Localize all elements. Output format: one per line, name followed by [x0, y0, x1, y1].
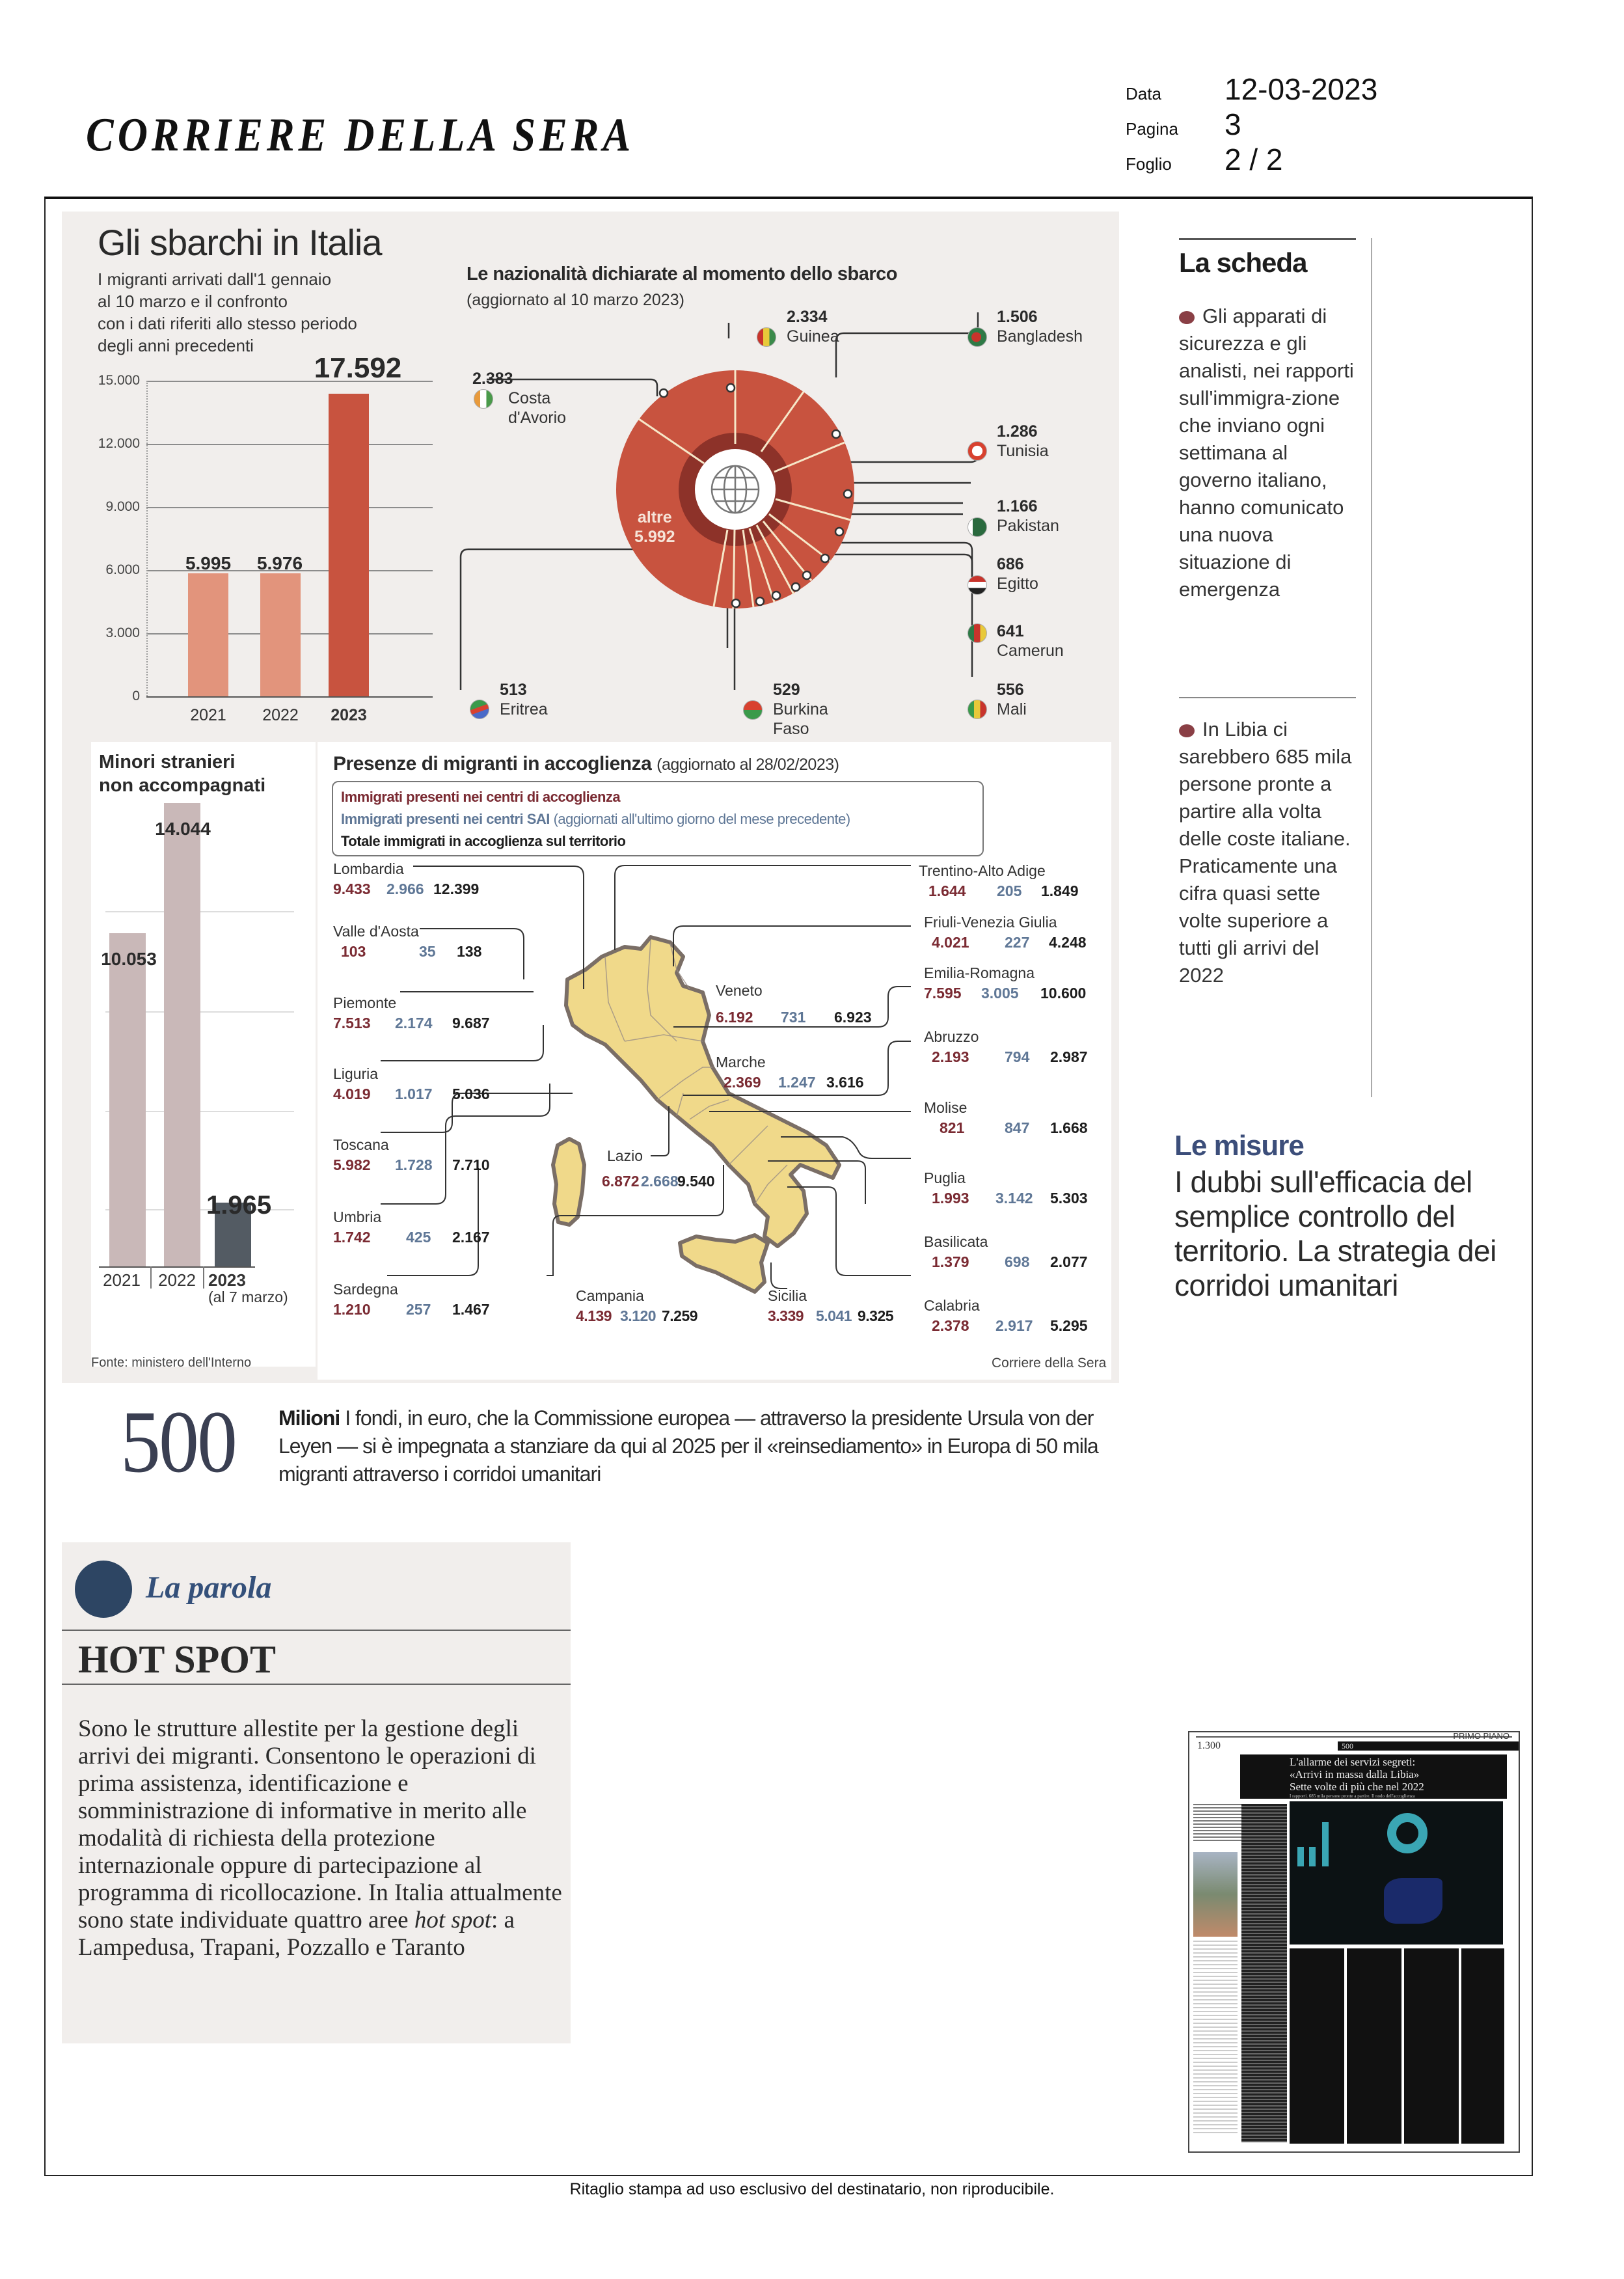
circle-icon	[75, 1561, 132, 1618]
region-molise	[924, 1099, 1088, 1139]
thumb-text-column	[1241, 1804, 1287, 2142]
thumb-photo	[1193, 1852, 1238, 1937]
region-name: Sardegna	[333, 1281, 398, 1298]
donut-altre-value: 5.992	[634, 528, 675, 546]
flag-egitto-icon	[968, 575, 987, 595]
scheda-paragraph-2-text: In Libia ci sarebbero 685 mila persone pronte a partire alla volta delle coste italiane. Praticamente una cifra quasi sette volte superiore a tutti gli arrivi del 2022	[1179, 718, 1352, 987]
nationality-value: 513	[500, 681, 527, 699]
nationality-name: Egitto	[997, 575, 1038, 593]
thumb-map	[1384, 1878, 1442, 1924]
page-thumbnail	[1188, 1731, 1520, 2153]
region-value-totale: 2.167	[452, 1229, 490, 1246]
region-name: Friuli-Venezia Giulia	[924, 914, 1057, 931]
nationality-burkina-faso	[773, 680, 828, 739]
la-parola-title: HOT SPOT	[78, 1638, 276, 1681]
region-value-centri: 1.210	[333, 1301, 371, 1318]
nationality-egitto	[997, 554, 1038, 594]
flag-burkina-faso-icon	[743, 700, 763, 720]
region-value-centri: 2.378	[932, 1317, 969, 1334]
thumb-infographic	[1290, 1801, 1503, 1945]
minori-bar-2022	[164, 803, 200, 1266]
nationality-name: Camerun	[997, 642, 1064, 660]
nationality-value: 1.506	[997, 308, 1038, 326]
nationality-name: Mali	[997, 700, 1027, 718]
region-value-totale: 5.036	[452, 1085, 490, 1102]
minori-title	[99, 750, 265, 797]
y-tick: 9.000	[105, 499, 140, 514]
region-umbria	[333, 1208, 490, 1248]
scheda-divider	[1179, 697, 1356, 698]
nationality-value: 556	[997, 681, 1024, 699]
legend-centri-accoglienza: Immigrati presenti nei centri di accoglienza	[341, 789, 621, 805]
nationality-value: 2.334	[787, 308, 828, 326]
region-campania	[576, 1287, 697, 1327]
sbarchi-subtitle-line: con i dati riferiti allo stesso periodo	[98, 314, 357, 333]
region-lazio	[602, 1147, 715, 1192]
bullet-icon	[1179, 311, 1195, 324]
minori-x-tick-2021: 2021	[103, 1270, 141, 1290]
la-parola-text-part: : a Lampedusa, Trapani, Pozzallo e Taranto	[78, 1907, 515, 1961]
region-value-sai: 3.120	[620, 1307, 656, 1324]
globe-icon	[712, 466, 759, 513]
region-value-sai: 5.041	[816, 1307, 852, 1324]
region-value-sai: 1.728	[395, 1156, 433, 1173]
thumb-headline-line: L'allarme dei servizi segreti:	[1290, 1756, 1416, 1768]
donut-center-label	[634, 508, 675, 547]
nationality-value: 641	[997, 622, 1024, 640]
infographic-credit: Corriere della Sera	[992, 1356, 1107, 1371]
region-value-totale: 3.616	[826, 1074, 864, 1091]
region-value-centri: 7.513	[333, 1015, 371, 1031]
region-value-sai: 2.668	[641, 1173, 679, 1190]
nationality-pakistan	[997, 497, 1059, 536]
region-toscana	[333, 1136, 490, 1176]
flag-tunisia-icon	[968, 441, 987, 461]
thumb-left-number: 1.300	[1197, 1740, 1221, 1751]
nazionalita-title: Le nazionalità dichiarate al momento dello sbarco	[467, 264, 897, 284]
region-name: Umbria	[333, 1208, 382, 1225]
region-value-centri: 821	[940, 1119, 965, 1136]
region-value-totale: 2.077	[1050, 1253, 1088, 1270]
flag-costa-davorio-icon	[474, 389, 493, 409]
region-sicilia	[768, 1287, 893, 1327]
nationality-value: 686	[997, 555, 1024, 573]
region-value-sai: 3.005	[981, 985, 1019, 1002]
scheda-column-rule	[1371, 238, 1372, 1097]
thumb-headline-line: «Arrivi in massa dalla Libia»	[1290, 1768, 1420, 1781]
region-liguria	[333, 1065, 490, 1105]
region-value-totale: 138	[457, 943, 482, 960]
region-value-centri: 2.193	[932, 1048, 969, 1065]
region-name: Lazio	[607, 1147, 643, 1164]
region-calabria	[924, 1296, 1088, 1337]
clipping-meta	[1126, 72, 1377, 177]
region-veneto	[716, 981, 872, 1028]
region-value-centri: 1.379	[932, 1253, 969, 1270]
region-value-totale: 1.467	[452, 1301, 490, 1318]
region-value-totale: 2.987	[1050, 1048, 1088, 1065]
x-tick-2021: 2021	[190, 706, 226, 724]
gridline	[146, 444, 433, 445]
meta-sheet-label: Foglio	[1126, 154, 1172, 174]
bar-2023	[329, 394, 369, 696]
region-name: Emilia-Romagna	[924, 964, 1035, 981]
footer-note: Ritaglio stampa ad uso esclusivo del destinatario, non riproducibile.	[569, 2180, 1055, 2198]
region-lombardia	[333, 860, 479, 900]
region-value-centri: 9.433	[333, 880, 371, 897]
nationality-tunisia	[997, 422, 1049, 461]
region-value-sai: 425	[406, 1229, 431, 1246]
sbarchi-title: Gli sbarchi in Italia	[98, 222, 382, 263]
minori-x-tick-2022: 2022	[158, 1270, 196, 1290]
flag-eritrea-icon	[470, 700, 489, 719]
region-value-centri: 1.644	[928, 882, 966, 899]
region-value-totale: 5.303	[1050, 1190, 1088, 1207]
big-number-text: I fondi, in euro, che la Commissione europea — attraverso la presidente Ursula von der Leyen — si è impegnata a stanziare da qui al 2025 per il «reinsediamento» in Europa di 50 mila migranti attraverso i corridoi umanitari	[278, 1406, 1098, 1486]
meta-date-label: Data	[1126, 84, 1161, 103]
nationality-camerun	[997, 621, 1064, 661]
meta-page	[1126, 107, 1377, 142]
region-name: Campania	[576, 1287, 644, 1304]
scheda-paragraph-1-text: Gli apparati di sicurezza e gli analisti, nei rapporti sull'immigra-zione che inviano ogni settimana al governo italiano, hanno comunicato una nuova situazione di emergenza	[1179, 305, 1354, 601]
bar-2021	[188, 573, 228, 696]
nationality-value: 1.166	[997, 497, 1038, 515]
thumb-section: PRIMO PIANO	[1453, 1731, 1509, 1741]
meta-sheet-value: 2 / 2	[1225, 143, 1283, 176]
region-value-totale: 7.259	[662, 1307, 698, 1324]
sbarchi-subtitle	[98, 268, 403, 357]
y-tick: 6.000	[105, 562, 140, 577]
region-name: Marche	[716, 1054, 766, 1071]
y-tick: 12.000	[98, 436, 140, 451]
legend-totale: Totale immigrati in accoglienza sul territorio	[341, 833, 626, 849]
nationality-name: Tunisia	[997, 442, 1049, 460]
nationality-name: d'Avorio	[508, 409, 567, 427]
region-trentino-alto-adige	[919, 862, 1079, 902]
region-value-sai: 2.966	[386, 880, 424, 897]
flag-bangladesh-icon	[968, 327, 987, 347]
region-value-centri: 7.595	[924, 985, 962, 1002]
legend-centri-sai-label: Immigrati presenti nei centri SAI	[341, 811, 550, 827]
region-value-sai: 698	[1005, 1253, 1030, 1270]
nationality-value: 529	[773, 681, 800, 699]
region-name: Liguria	[333, 1065, 379, 1082]
region-name: Valle d'Aosta	[333, 923, 419, 940]
nationality-value: 1.286	[997, 422, 1038, 441]
y-tick: 15.000	[98, 373, 140, 388]
bar-value-2021: 5.995	[185, 553, 232, 573]
region-value-centri: 4.019	[333, 1085, 371, 1102]
misure-kicker: Le misure	[1174, 1130, 1304, 1162]
donut-altre-label: altre	[637, 508, 672, 526]
nationality-name: Eritrea	[500, 700, 548, 718]
minori-value-2023: 1.965	[206, 1191, 272, 1220]
nationality-name: Bangladesh	[997, 327, 1083, 346]
la-parola-text-part: Sono le strutture allestite per la gestione degli arrivi dei migranti. Consentono le operazioni di prima assistenza, identificazione e somministrazione di informative in merito alle modalità di richiesta della protezione internazionale oppure di partecipazione al programma di ricollocazione. In Italia attualmente sono state individuate quattro aree	[78, 1715, 562, 1933]
scheda-paragraph-2	[1179, 716, 1361, 989]
bar-value-2022: 5.976	[256, 553, 303, 573]
bullet-icon	[1179, 724, 1195, 737]
sbarchi-subtitle-line: degli anni precedenti	[98, 336, 254, 355]
minori-x-axis	[99, 1266, 255, 1268]
region-value-sai: 205	[997, 882, 1022, 899]
la-parola-text-italic: hot spot	[414, 1907, 492, 1933]
nationality-name: Faso	[773, 720, 809, 738]
meta-date	[1126, 72, 1377, 107]
region-emilia-romagna	[924, 964, 1086, 1004]
thumb-headline-line: Sette volte di più che nel 2022	[1290, 1781, 1424, 1793]
region-value-totale: 9.540	[677, 1173, 715, 1190]
region-value-totale: 7.710	[452, 1156, 490, 1173]
minori-x-tick-2023: 2023	[208, 1270, 246, 1290]
x-tick-2023: 2023	[331, 706, 367, 724]
region-name: Puglia	[924, 1169, 966, 1186]
region-abruzzo	[924, 1028, 1088, 1068]
sbarchi-subtitle-line: al 10 marzo e il confronto	[98, 292, 288, 311]
region-value-centri: 1.993	[932, 1190, 969, 1207]
region-value-centri: 5.982	[333, 1156, 371, 1173]
region-name: Sicilia	[768, 1287, 807, 1304]
meta-page-label: Pagina	[1126, 119, 1178, 139]
region-value-sai: 227	[1005, 934, 1030, 951]
thumb-headline	[1290, 1756, 1504, 1793]
minori-title-line: non accompagnati	[99, 775, 266, 796]
accoglienza-title-text: Presenze di migranti in accoglienza	[333, 753, 652, 774]
region-value-totale: 12.399	[433, 880, 480, 897]
region-value-sai: 2.917	[995, 1317, 1033, 1334]
la-parola-rule	[62, 1684, 571, 1685]
nationality-guinea	[787, 307, 839, 346]
region-valle-daosta	[333, 922, 481, 962]
y-tick: 0	[132, 689, 140, 703]
nationality-mali	[997, 680, 1027, 719]
region-value-centri: 6.192	[716, 1009, 753, 1026]
sbarchi-bar-chart	[98, 352, 433, 724]
scheda-title: La scheda	[1179, 247, 1307, 278]
y-tick: 3.000	[105, 625, 140, 640]
region-value-sai: 847	[1005, 1119, 1030, 1136]
la-parola-kicker: La parola	[146, 1570, 272, 1605]
minori-x-tick-2023-note: (al 7 marzo)	[208, 1289, 288, 1305]
region-value-sai: 1.247	[778, 1074, 816, 1091]
nationality-name: Burkina	[773, 700, 828, 718]
bar-2022	[260, 573, 301, 696]
region-value-sai: 1.017	[395, 1085, 433, 1102]
big-number-lead: Milioni	[278, 1406, 340, 1430]
gridline	[146, 507, 433, 508]
region-piemonte	[333, 994, 490, 1034]
la-parola-rule	[62, 1630, 571, 1631]
y-axis	[146, 381, 148, 696]
x-axis	[146, 696, 433, 698]
region-value-centri: 3.339	[768, 1307, 804, 1324]
nationality-name: Guinea	[787, 327, 839, 346]
region-value-totale: 5.295	[1050, 1317, 1088, 1334]
misure-headline: I dubbi sull'efficacia del semplice controllo del territorio. La strategia dei corridoi umanitari	[1174, 1165, 1496, 1302]
minori-value-2021: 10.053	[101, 949, 157, 969]
la-parola-text	[78, 1715, 573, 1961]
region-friuli-venezia-giulia	[924, 913, 1087, 953]
scheda-top-rule	[1179, 238, 1356, 240]
region-value-totale: 9.687	[452, 1015, 490, 1031]
region-value-sai: 731	[781, 1009, 806, 1026]
region-value-sai: 2.174	[395, 1015, 433, 1031]
region-value-centri: 6.872	[602, 1173, 640, 1190]
thumb-sidebar	[1193, 1941, 1238, 2136]
source-note: Fonte: ministero dell'Interno	[91, 1356, 252, 1370]
thumb-bar	[1297, 1847, 1304, 1866]
minori-title-line: Minori stranieri	[99, 752, 236, 772]
thumb-donut	[1387, 1813, 1428, 1853]
region-name: Veneto	[716, 982, 763, 999]
nationality-name: Pakistan	[997, 517, 1059, 535]
region-value-sai: 794	[1005, 1048, 1030, 1065]
region-name: Calabria	[924, 1297, 980, 1314]
thumb-deck: I rapporti. 685 mila persone pronte a partire. Il nodo dell'accoglienza	[1290, 1794, 1415, 1799]
region-value-totale: 9.325	[858, 1307, 894, 1324]
nazionalita-subtitle: (aggiornato al 10 marzo 2023)	[467, 291, 684, 309]
region-name: Toscana	[333, 1136, 389, 1153]
region-value-sai: 257	[406, 1301, 431, 1318]
thumb-text-columns	[1290, 1948, 1504, 2144]
nationality-bangladesh	[997, 307, 1083, 346]
flag-guinea-icon	[757, 327, 776, 347]
region-value-totale: 1.849	[1041, 882, 1079, 899]
region-value-centri: 1.742	[333, 1229, 371, 1246]
region-value-centri: 4.139	[576, 1307, 612, 1324]
flag-mali-icon	[968, 700, 987, 719]
region-name: Abruzzo	[924, 1028, 979, 1045]
region-value-totale: 6.923	[834, 1009, 872, 1026]
region-value-centri: 103	[341, 943, 366, 960]
region-value-centri: 2.369	[724, 1074, 761, 1091]
legend-centri-sai-note: (aggiornati all'ultimo giorno del mese precedente)	[553, 811, 850, 827]
meta-page-value: 3	[1225, 107, 1241, 141]
big-number-caption	[278, 1404, 1124, 1488]
region-puglia	[924, 1169, 1088, 1209]
region-value-totale: 1.668	[1050, 1119, 1088, 1136]
nationality-value: 2.383	[472, 370, 513, 388]
nationality-eritrea	[500, 680, 548, 719]
flag-pakistan-icon	[968, 517, 987, 537]
region-name: Basilicata	[924, 1233, 988, 1250]
meta-date-value: 12-03-2023	[1225, 72, 1378, 106]
bar-value-2023: 17.592	[314, 352, 402, 384]
thumb-bar	[1309, 1847, 1316, 1866]
thumb-right-number: 500	[1338, 1741, 1519, 1751]
region-value-sai: 3.142	[995, 1190, 1033, 1207]
region-value-centri: 4.021	[932, 934, 969, 951]
region-marche	[716, 1053, 864, 1093]
minori-value-2022: 14.044	[155, 819, 211, 839]
scheda-paragraph-1	[1179, 303, 1361, 603]
region-name: Trentino-Alto Adige	[919, 862, 1046, 879]
flag-camerun-icon	[968, 623, 987, 643]
region-name: Molise	[924, 1099, 968, 1116]
newspaper-masthead: CORRIERE DELLA SERA	[86, 108, 635, 161]
minori-bar-2021	[109, 933, 146, 1266]
region-value-sai: 35	[419, 943, 436, 960]
region-basilicata	[924, 1233, 1088, 1273]
region-sardegna	[333, 1280, 490, 1320]
meta-sheet	[1126, 142, 1377, 177]
region-value-totale: 10.600	[1040, 985, 1087, 1002]
accoglienza-updated: (aggiornato al 28/02/2023)	[656, 756, 839, 774]
region-value-totale: 4.248	[1049, 934, 1087, 951]
x-tick-2022: 2022	[262, 706, 299, 724]
big-number: 500	[120, 1393, 236, 1491]
thumb-bar	[1322, 1822, 1329, 1866]
region-name: Piemonte	[333, 994, 397, 1011]
region-name: Lombardia	[333, 860, 404, 877]
minori-bar-chart	[99, 807, 294, 1305]
sbarchi-subtitle-line: I migranti arrivati dall'1 gennaio	[98, 269, 332, 289]
nationality-name: Costa	[508, 389, 551, 407]
